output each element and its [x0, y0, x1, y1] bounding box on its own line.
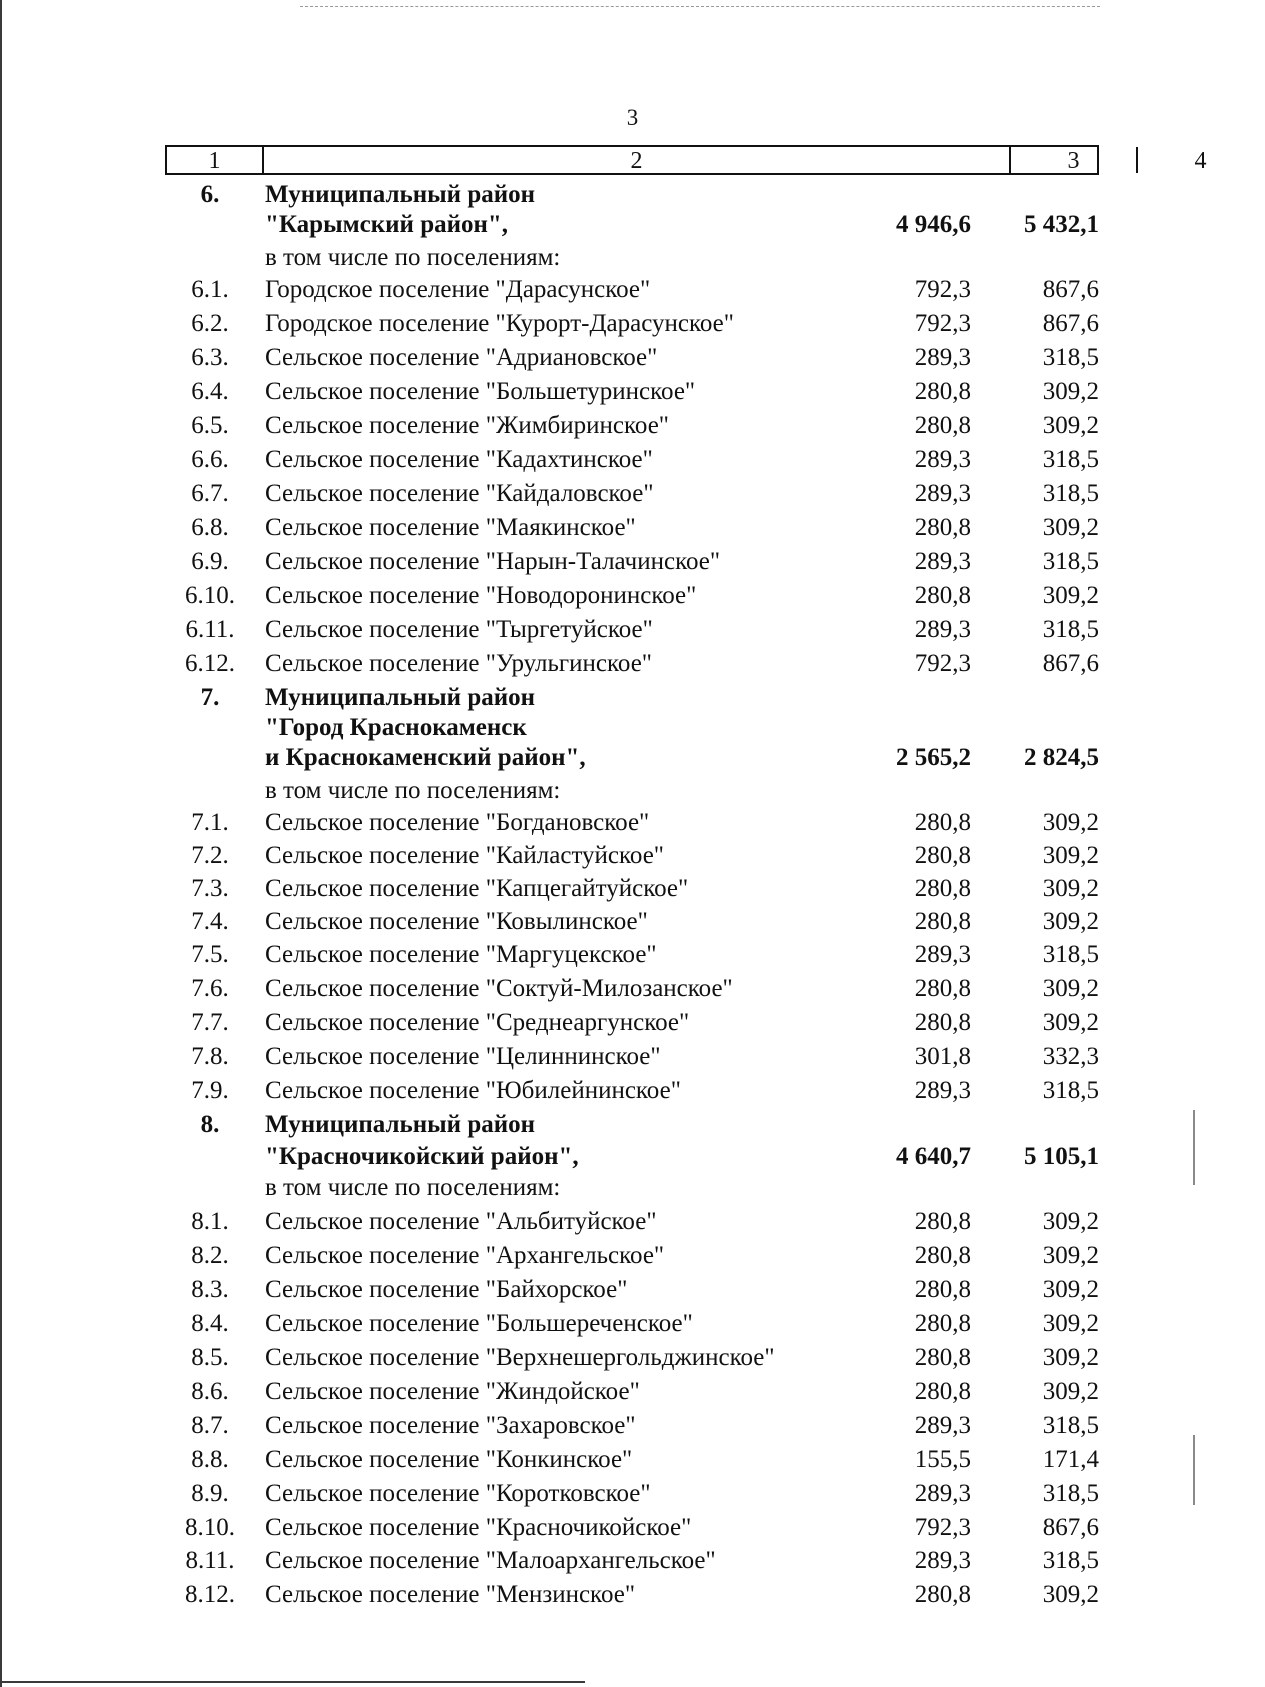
row-name: Сельское поселение "Адриановское"	[265, 344, 658, 371]
table-row	[0, 1409, 1200, 1443]
row-number: 6.8.	[191, 514, 229, 541]
row-name: Сельское поселение "Мензинское"	[265, 1581, 636, 1608]
page-number: 3	[626, 105, 639, 130]
row-name: Сельское поселение "Маякинское"	[265, 514, 636, 541]
row-value-col3: 280,8	[914, 1276, 971, 1303]
row-value-col4: 309,2	[1042, 1242, 1099, 1269]
row-value-col3: 280,8	[914, 908, 971, 935]
table-row	[0, 375, 1200, 409]
row-name: Сельское поселение "Архангельское"	[265, 1242, 665, 1269]
row-value-col4: 318,5	[1042, 480, 1099, 507]
row-value-col3: 280,8	[914, 1310, 971, 1337]
table-row	[0, 741, 1200, 775]
table-row	[0, 1477, 1200, 1511]
row-number: 8.1.	[191, 1208, 229, 1235]
row-name: Сельское поселение "Малоархангельское"	[265, 1547, 716, 1574]
row-name: Сельское поселение "Кайластуйское"	[265, 842, 664, 869]
row-name: "Красночикойский район",	[265, 1143, 579, 1170]
row-value-col3: 280,8	[914, 1344, 971, 1371]
table-row	[0, 545, 1200, 579]
row-number: 7.1.	[191, 809, 229, 836]
row-value-col3: 792,3	[914, 310, 971, 337]
header-cell-4: 4	[1194, 148, 1207, 174]
table-row	[0, 1307, 1200, 1341]
table-row	[0, 341, 1200, 375]
row-value-col3: 280,8	[914, 975, 971, 1002]
row-number: 7.3.	[191, 875, 229, 902]
row-number: 7.9.	[191, 1077, 229, 1104]
row-value-col3: 280,8	[914, 378, 971, 405]
row-value-col3: 792,3	[914, 276, 971, 303]
row-number: 7.8.	[191, 1043, 229, 1070]
row-name: Сельское поселение "Соктуй-Милозанское"	[265, 975, 733, 1002]
scan-artifact-bottom	[0, 1681, 585, 1683]
row-name: Сельское поселение "Жимбиринское"	[265, 412, 669, 439]
table-row	[0, 1544, 1200, 1578]
row-value-col3: 280,8	[914, 1242, 971, 1269]
row-name: Сельское поселение "Целиннинское"	[265, 1043, 661, 1070]
row-number: 6.9.	[191, 548, 229, 575]
row-value-col3: 4 640,7	[896, 1143, 971, 1170]
row-name: Сельское поселение "Нарын-Талачинское"	[265, 548, 721, 575]
row-value-col3: 289,3	[914, 941, 971, 968]
row-number: 8.11.	[185, 1547, 235, 1574]
table-row	[0, 1108, 1200, 1142]
row-name: Сельское поселение "Альбитуйское"	[265, 1208, 657, 1235]
table-row	[0, 774, 1200, 808]
header-cell-3: 3	[1067, 148, 1080, 174]
row-value-col3: 289,3	[914, 548, 971, 575]
table-row	[0, 241, 1200, 275]
row-value-col4: 2 824,5	[1024, 744, 1099, 771]
row-name: Городское поселение "Курорт-Дарасунское"	[265, 310, 734, 337]
row-name: Муниципальный район	[265, 684, 536, 711]
table-row	[0, 1171, 1200, 1205]
row-value-col3: 792,3	[914, 650, 971, 677]
table-row	[0, 872, 1200, 906]
header-cell-2: 2	[630, 148, 643, 174]
row-value-col4: 318,5	[1042, 941, 1099, 968]
table-row	[0, 443, 1200, 477]
row-name: Сельское поселение "Богдановское"	[265, 809, 650, 836]
row-value-col3: 280,8	[914, 809, 971, 836]
row-name: Сельское поселение "Урульгинское"	[265, 650, 652, 677]
table-row	[0, 905, 1200, 939]
row-number: 6.12.	[185, 650, 235, 677]
row-value-col4: 867,6	[1042, 650, 1099, 677]
table-row	[0, 806, 1200, 840]
table-row	[0, 711, 1200, 745]
row-value-col4: 867,6	[1042, 310, 1099, 337]
row-value-col4: 309,2	[1042, 378, 1099, 405]
table-row	[0, 1140, 1200, 1174]
row-value-col4: 309,2	[1042, 1344, 1099, 1371]
table-row	[0, 1375, 1200, 1409]
row-value-col4: 318,5	[1042, 1077, 1099, 1104]
row-number: 8.9.	[191, 1480, 229, 1507]
row-value-col4: 5 105,1	[1024, 1143, 1099, 1170]
row-value-col4: 309,2	[1042, 514, 1099, 541]
row-number: 6.11.	[185, 616, 235, 643]
row-value-col4: 309,2	[1042, 1009, 1099, 1036]
table-row	[0, 273, 1200, 307]
row-value-col3: 2 565,2	[896, 744, 971, 771]
row-name: и Краснокаменский район",	[265, 744, 586, 771]
row-value-col3: 289,3	[914, 446, 971, 473]
row-value-col4: 318,5	[1042, 344, 1099, 371]
row-number: 6.6.	[191, 446, 229, 473]
row-name: Муниципальный район	[265, 1111, 536, 1138]
table-row	[0, 1205, 1200, 1239]
scan-artifact-top	[300, 6, 1100, 7]
row-number: 7.2.	[191, 842, 229, 869]
table-row	[0, 1341, 1200, 1375]
row-value-col4: 309,2	[1042, 412, 1099, 439]
row-value-col3: 289,3	[914, 616, 971, 643]
row-value-col3: 280,8	[914, 1378, 971, 1405]
row-value-col3: 280,8	[914, 582, 971, 609]
row-value-col4: 309,2	[1042, 875, 1099, 902]
row-value-col4: 332,3	[1042, 1043, 1099, 1070]
table-row	[0, 409, 1200, 443]
row-name: Сельское поселение "Большереченское"	[265, 1310, 693, 1337]
row-value-col4: 318,5	[1042, 1547, 1099, 1574]
row-value-col3: 301,8	[914, 1043, 971, 1070]
row-value-col4: 318,5	[1042, 616, 1099, 643]
row-value-col3: 280,8	[914, 1581, 971, 1608]
row-value-col4: 867,6	[1042, 276, 1099, 303]
table-row	[0, 307, 1200, 341]
row-name: Сельское поселение "Красночикойское"	[265, 1514, 692, 1541]
row-name: Сельское поселение "Байхорское"	[265, 1276, 628, 1303]
row-name: в том числе по поселениям:	[265, 244, 561, 271]
row-name: в том числе по поселениям:	[265, 1174, 561, 1201]
row-value-col3: 289,3	[914, 1547, 971, 1574]
row-name: Сельское поселение "Среднеаргунское"	[265, 1009, 690, 1036]
row-number: 6.5.	[191, 412, 229, 439]
row-number: 8.12.	[185, 1581, 235, 1608]
table-row	[0, 681, 1200, 715]
row-value-col4: 318,5	[1042, 1480, 1099, 1507]
table-row	[0, 839, 1200, 873]
row-value-col3: 289,3	[914, 1412, 971, 1439]
row-number: 8.3.	[191, 1276, 229, 1303]
row-value-col3: 280,8	[914, 514, 971, 541]
row-value-col3: 289,3	[914, 344, 971, 371]
row-name: Сельское поселение "Юбилейнинское"	[265, 1077, 681, 1104]
row-value-col4: 318,5	[1042, 1412, 1099, 1439]
row-value-col4: 309,2	[1042, 975, 1099, 1002]
table-row	[0, 1074, 1200, 1108]
row-value-col4: 309,2	[1042, 582, 1099, 609]
row-name: Сельское поселение "Маргуцекское"	[265, 941, 657, 968]
row-value-col3: 792,3	[914, 1514, 971, 1541]
row-number: 8.8.	[191, 1446, 229, 1473]
row-number: 6.	[200, 181, 220, 208]
row-value-col4: 5 432,1	[1024, 211, 1099, 238]
row-value-col4: 309,2	[1042, 809, 1099, 836]
row-value-col3: 280,8	[914, 842, 971, 869]
table-row	[0, 647, 1200, 681]
table-row	[0, 1040, 1200, 1074]
row-number: 7.5.	[191, 941, 229, 968]
row-name: Сельское поселение "Большетуринское"	[265, 378, 696, 405]
table-row	[0, 477, 1200, 511]
row-number: 8.5.	[191, 1344, 229, 1371]
table-row	[0, 1273, 1200, 1307]
row-number: 6.2.	[191, 310, 229, 337]
row-name: Сельское поселение "Тыргетуйское"	[265, 616, 653, 643]
row-number: 6.7.	[191, 480, 229, 507]
row-value-col3: 155,5	[914, 1446, 971, 1473]
row-number: 6.4.	[191, 378, 229, 405]
table-row	[0, 511, 1200, 545]
row-value-col3: 4 946,6	[896, 211, 971, 238]
table-row	[0, 972, 1200, 1006]
row-number: 8.10.	[185, 1514, 235, 1541]
table-header	[165, 145, 1207, 175]
row-value-col4: 309,2	[1042, 1581, 1099, 1608]
table-row	[0, 1511, 1200, 1545]
row-name: Сельское поселение "Кайдаловское"	[265, 480, 654, 507]
row-value-col4: 309,2	[1042, 842, 1099, 869]
row-name: "Карымский район",	[265, 211, 509, 238]
row-name: в том числе по поселениям:	[265, 777, 561, 804]
table-row	[0, 579, 1200, 613]
row-value-col4: 309,2	[1042, 1310, 1099, 1337]
row-value-col4: 309,2	[1042, 1208, 1099, 1235]
table-row	[0, 1006, 1200, 1040]
row-value-col3: 280,8	[914, 412, 971, 439]
row-name: Муниципальный район	[265, 181, 536, 208]
row-name: Сельское поселение "Захаровское"	[265, 1412, 636, 1439]
row-name: Городское поселение "Дарасунское"	[265, 276, 651, 303]
row-name: Сельское поселение "Ковылинское"	[265, 908, 648, 935]
row-value-col4: 309,2	[1042, 908, 1099, 935]
row-value-col3: 280,8	[914, 1208, 971, 1235]
row-value-col3: 280,8	[914, 1009, 971, 1036]
row-name: Сельское поселение "Верхнешергольджинское"	[265, 1344, 775, 1371]
row-value-col3: 289,3	[914, 480, 971, 507]
row-name: Сельское поселение "Конкинское"	[265, 1446, 633, 1473]
row-name: Сельское поселение "Жиндойское"	[265, 1378, 640, 1405]
row-number: 8.6.	[191, 1378, 229, 1405]
table-row	[0, 178, 1200, 212]
row-number: 6.3.	[191, 344, 229, 371]
row-number: 7.7.	[191, 1009, 229, 1036]
row-value-col4: 309,2	[1042, 1276, 1099, 1303]
row-value-col4: 171,4	[1042, 1446, 1099, 1473]
row-name: Сельское поселение "Коротковское"	[265, 1480, 651, 1507]
row-value-col4: 318,5	[1042, 548, 1099, 575]
row-number: 7.6.	[191, 975, 229, 1002]
table-row	[0, 1239, 1200, 1273]
row-number: 7.	[200, 684, 220, 711]
row-number: 8.	[200, 1111, 220, 1138]
row-number: 8.2.	[191, 1242, 229, 1269]
table-row	[0, 1578, 1200, 1612]
row-value-col3: 289,3	[914, 1077, 971, 1104]
row-value-col4: 309,2	[1042, 1378, 1099, 1405]
row-number: 8.7.	[191, 1412, 229, 1439]
row-number: 8.4.	[191, 1310, 229, 1337]
row-number: 7.4.	[191, 908, 229, 935]
row-number: 6.10.	[185, 582, 235, 609]
table-row	[0, 208, 1200, 242]
row-value-col4: 867,6	[1042, 1514, 1099, 1541]
row-name: Сельское поселение "Новодоронинское"	[265, 582, 697, 609]
row-name: "Город Краснокаменск	[265, 714, 527, 741]
row-value-col4: 318,5	[1042, 446, 1099, 473]
row-value-col3: 280,8	[914, 875, 971, 902]
header-cell-1: 1	[208, 148, 221, 174]
row-value-col3: 289,3	[914, 1480, 971, 1507]
table-row	[0, 938, 1200, 972]
table-row	[0, 1443, 1200, 1477]
table-row	[0, 613, 1200, 647]
row-number: 6.1.	[191, 276, 229, 303]
row-name: Сельское поселение "Кадахтинское"	[265, 446, 653, 473]
row-name: Сельское поселение "Капцегайтуйское"	[265, 875, 689, 902]
